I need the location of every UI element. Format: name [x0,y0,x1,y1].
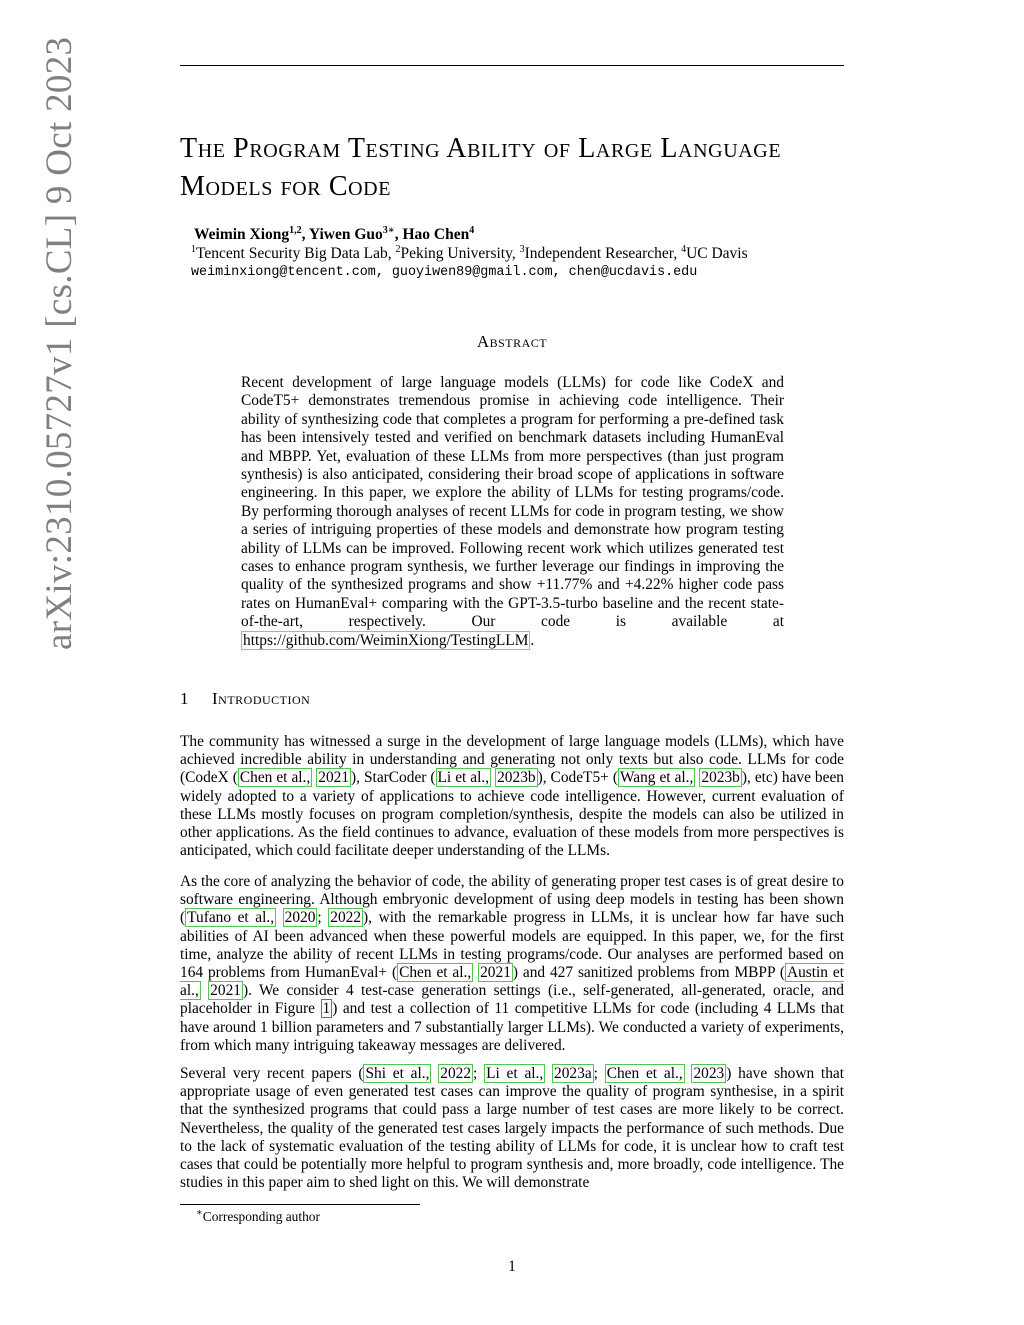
author-block [191,224,834,282]
p2-text-1: As the core of analyzing the behavior of code, the ability of generating proper test cases is of great desire to software engineering. Although embryonic development of using deep models in testing has been shown ( [180,873,844,927]
p3-text-1: Several very recent papers ( [180,1065,364,1082]
abstract-text: Recent development of large language models (LLMs) for code like CodeX and CodeT5+ demonstrates tremendous promise in achieving code intelligence. Their ability of synthesizing code that completes a program for performing a pre-defined task has been intensively tested and verified on benchmark datasets including HumanEval and MBPP. Yet, evaluation of these LLMs from more perspectives (than just program synthesis) is also anticipated, considering their broad scope of applications in software engineering. In this paper, we explore the ability of LLMs for testing programs/code. By performing thorough analyses of recent LLMs for code in program testing, we show a series of intriguing properties of these models and demonstrate how program testing ability of LLMs can be improved. Following recent work which utilizes generated test cases to enhance program synthesis, we further leverage our findings in improving the quality of the synthesized programs and show +11.77% and +4.22% higher code pass rates on HumanEval+ comparing with the GPT-3.5-turbo baseline and the recent state-of-the-art, respectively. Our code is available at [241,374,784,631]
affiliations [191,244,834,263]
citation-chen-2023[interactable]: Chen et al., [606,1065,683,1082]
aff-sup-1: 1 [191,243,196,255]
aff-sup-2: 2 [395,243,401,255]
aff-sup-4: 4 [681,243,687,255]
p3-text-2: ) have shown that appropriate usage of even generated test cases can improve the quality of program synthesise, in a spirit that the synthesized programs that could pass a large number of test cases are more likely to be correct. Nevertheless, the quality of the generated test cases largely impacts the performance of such methods. Due to the lack of systematic evaluation of the testing ability of LLMs for code, it is unclear how to craft test cases that could be potentially more helpful to program synthesis and, more broadly, code intelligence. The studies in this paper aim to shed light on this. We will demonstrate [180,1065,845,1192]
footnote-rule [180,1204,420,1205]
p1-text-3: ), CodeT5+ ( [537,769,618,787]
author-2-sup: 3∗ [382,224,395,236]
citation-tufano-2020[interactable]: 2020 [284,909,316,927]
intro-paragraph-1 [180,733,844,860]
author-1: Weimin Xiong [194,226,290,243]
p3-sep-2: ; [593,1065,605,1082]
citation-li-2023b-year[interactable]: 2023b [497,769,536,787]
aff-sup-3: 3 [519,243,525,255]
p2-text-2: ), with the remarkable progress in LLMs, it is unclear how far have such abilities of AI been advanced when these powerful models are equipped. In this paper, we, for the first time, analyze the ability of recent LLMs in testing programs/code. Our analyses are performed based on 164 problems from HumanEval+ ( [180,909,845,982]
code-link[interactable]: https://github.com/WeiminXiong/TestingLLM [243,631,529,649]
citation-shi-2022-year[interactable]: 2022 [440,1065,472,1082]
p1-text-4: ), etc) have been widely adopted to a variety of applications to achieve code intelligence. However, current evaluation of these LLMs mostly focuses on program completion/synthesis, despite the models can also be utilized in other applications. As the field continues to advance, evaluation of these models from more perspectives is anticipated, which could facilitate deeper understanding of the LLMs. [180,769,844,860]
paper-title: The Program Testing Ability of Large Language Models for Code [180,133,782,202]
citation-shi-2022[interactable]: Shi et al., [365,1065,430,1082]
citation-chen-2021b[interactable]: Chen et al., [399,964,472,982]
author-2: Yiwen Guo [308,226,383,243]
intro-paragraph-3 [180,1065,844,1192]
citation-austin-2021[interactable]: Austin et al., [180,964,844,1000]
citation-chen-2021-year[interactable]: 2021 [318,769,350,787]
citation-austin-2021-year[interactable]: 2021 [210,982,241,1000]
p1-text-1: The community has witnessed a surge in the development of large language models (LLMs), which have achieved incredible ability in understanding and generating not only texts but also code. LLMs for code (CodeX ( [180,733,844,787]
p2-text-3: ) and 427 sanitized problems from MBPP ( [512,964,785,982]
author-names: Weimin Xiong$^{1,2}$, Yiwen Guo$^{3∗}$, Hao Chen$^4$ [194,224,475,243]
footnote-text: Corresponding author [202,1209,320,1224]
citation-li-2023a[interactable]: Li et al., [486,1065,544,1082]
p2-text-5: ) and test a collection of 11 competitive LLMs for code (including 4 LLMs that have around 1 billion parameters and 7 substantially larger LLMs). We conducted a variety of experiments, from which many intriguing takeaway messages are delivered. [180,1000,844,1054]
p3-sep-1: ; [473,1065,485,1082]
section-heading [180,689,310,709]
section-number: 1 [180,689,189,708]
citation-li-2023b[interactable]: Li et al., [437,769,490,787]
citation-li-2023a-year[interactable]: 2023a [554,1065,592,1082]
affiliation-4: UC Davis [686,245,748,262]
footnote-mark: ∗ [196,1207,203,1219]
citation-chen-2023-year[interactable]: 2023 [693,1065,725,1082]
author-emails: weiminxiong@tencent.com, guoyiwen89@gmail.com, chen@ucdavis.edu [191,265,698,280]
author-3: Hao Chen [402,226,470,243]
p2-sep-1: ; [317,909,329,927]
citation-wang-2023b-year[interactable]: 2023b [701,769,740,787]
citation-wang-2023b[interactable]: Wang et al., [619,769,694,787]
abstract-heading: Abstract [476,332,548,351]
citation-chen-2021[interactable]: Chen et al., [239,769,311,787]
intro-paragraph-2 [180,873,844,1055]
citation-tufano[interactable]: Tufano et al., [187,909,275,927]
citation-tufano-2022[interactable]: 2022 [330,909,362,927]
figure-ref-1[interactable]: 1 [322,1000,331,1018]
section-title: Introduction [212,689,311,708]
page-number: 1 [508,1258,516,1275]
author-1-sup: 1,2 [289,224,302,236]
abstract-end: . [530,631,535,649]
author-3-sup: 4 [469,224,475,236]
affiliation-1: Tencent Security Big Data Lab, [196,245,392,262]
top-rule [180,65,844,66]
affiliation-2: Peking University, [400,245,516,262]
arxiv-stamp: arXiv:2310.05727v1 [cs.CL] 9 Oct 2023 [39,36,80,650]
footnote [196,1209,320,1225]
p2-text-4: ). We consider 4 test-case generation settings (i.e., self-generated, all-generated, oracle, and placeholder in Figure [180,982,844,1018]
p1-text-2: ), StarCoder ( [351,769,436,787]
abstract-body [241,374,784,650]
citation-chen-2021b-year[interactable]: 2021 [480,964,511,982]
affiliation-3: Independent Researcher, [524,245,678,262]
